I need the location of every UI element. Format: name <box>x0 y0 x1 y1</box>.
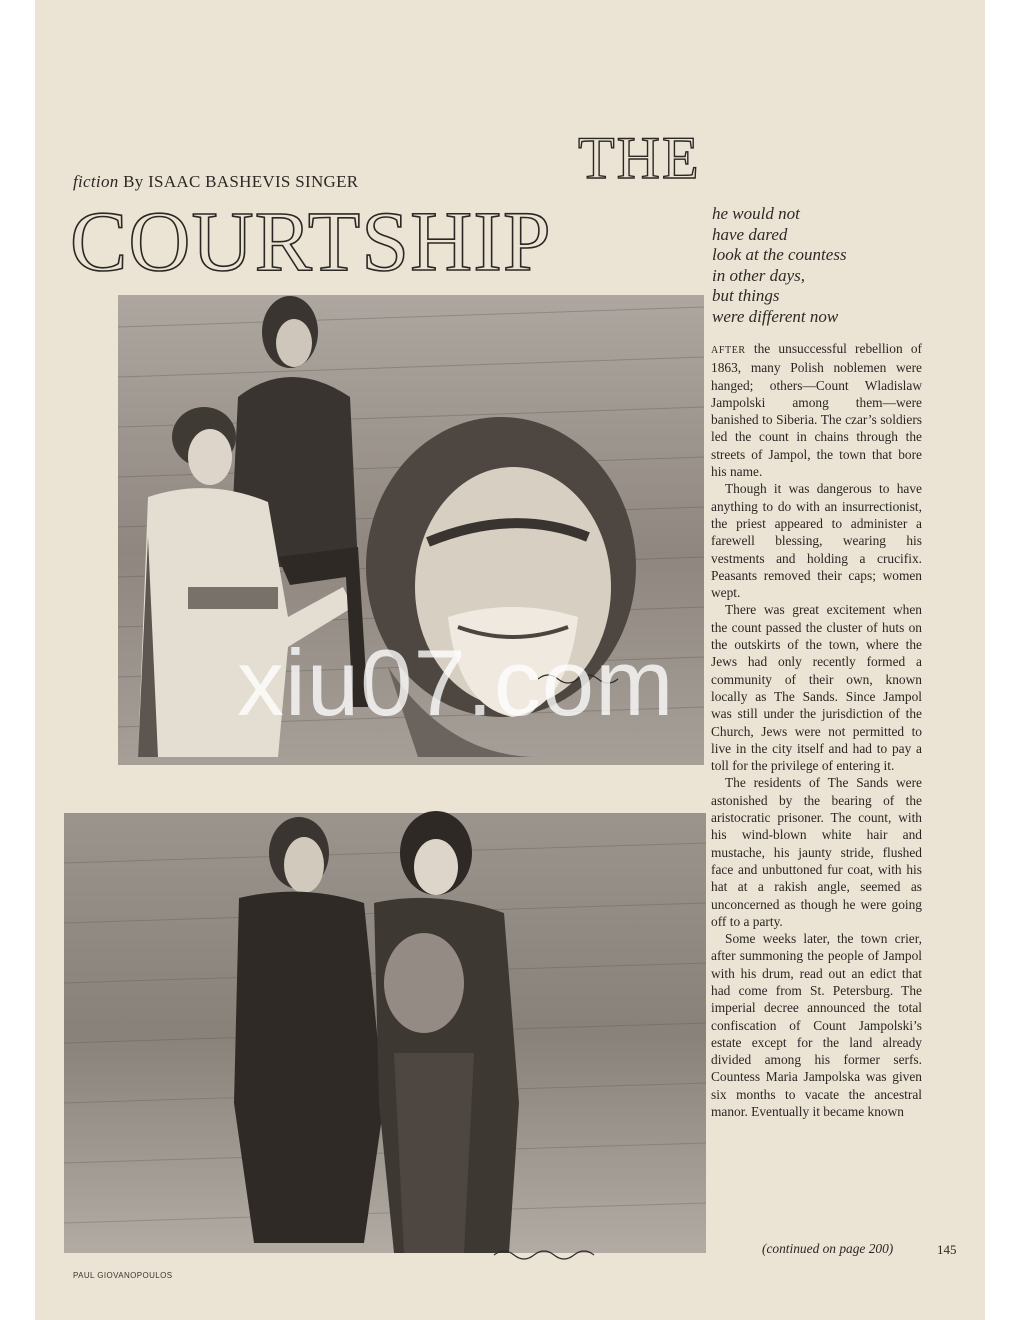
article-paragraph: The residents of The Sands were astonished by the bearing of the aristocratic prisoner. The count, with his wind-blown white hair and mustache, his jaunty stride, flushed face and unbuttoned fur coat, with his hat at a rakish angle, seemed as unconcerned as though he were going off to a party. <box>711 775 922 929</box>
byline-genre: fiction <box>73 172 119 191</box>
watermark: xiu07.com <box>237 630 675 735</box>
byline-author: By ISAAC BASHEVIS SINGER <box>123 172 359 191</box>
illustrator-credit: PAUL GIOVANOPOULOS <box>73 1271 173 1280</box>
article-paragraph: Though it was dangerous to have anything to do with an insurrectionist, the priest appeared to administer a farewell blessing, wearing his vestments and holding a crucifix. Peasants removed their caps; women wept. <box>711 481 922 601</box>
title-line-2: COURTSHIP <box>70 193 552 289</box>
article-paragraph <box>711 340 922 480</box>
byline <box>73 172 358 192</box>
page-number: 145 <box>937 1242 957 1257</box>
article-paragraph: There was great excitement when the count passed the cluster of huts on the outskirts of the town, where the Jews had only recently formed a community of their own, known locally as The Sands. Since Jampol was still under the jurisdiction of the Church, Jews were not permitted to live in the city itself and had to pay a toll for the privilege of entering it. <box>711 602 922 774</box>
article-paragraph: Some weeks later, the town crier, after summoning the people of Jampol with his drum, read out an edict that had come from St. Petersburg. The imperial decree announced the total confiscation of Count Jampolski’s estate except for the land already divided among his former serfs. Countess Maria Jampolska was given six months to vacate the ancestral manor. Eventually it became known <box>711 931 922 1120</box>
teaser-line: were different now <box>712 306 839 326</box>
illustration-top <box>118 287 704 775</box>
title-line-1: THE <box>578 125 701 191</box>
continued-note: (continued on page 200) <box>762 1241 894 1256</box>
teaser-line: in other days, <box>712 265 806 285</box>
article-body <box>711 340 922 1120</box>
teaser-line: but things <box>712 286 780 305</box>
lead-word: AFTER <box>711 345 746 356</box>
teaser-line: have dared <box>712 224 788 244</box>
teaser-line: he would not <box>712 204 800 223</box>
teaser-line: look at the countess <box>712 245 847 264</box>
illustration-bottom <box>64 803 706 1271</box>
paragraph-text: the unsuccessful rebellion of 1863, many Polish noblemen were hanged; others—Count Wladislaw Jampolski among them—were banished to Siberia. The czar’s soldiers led the count in chains through the streets of Jampol, the town that bore his name. <box>711 341 922 480</box>
teaser-blurb <box>712 204 902 327</box>
